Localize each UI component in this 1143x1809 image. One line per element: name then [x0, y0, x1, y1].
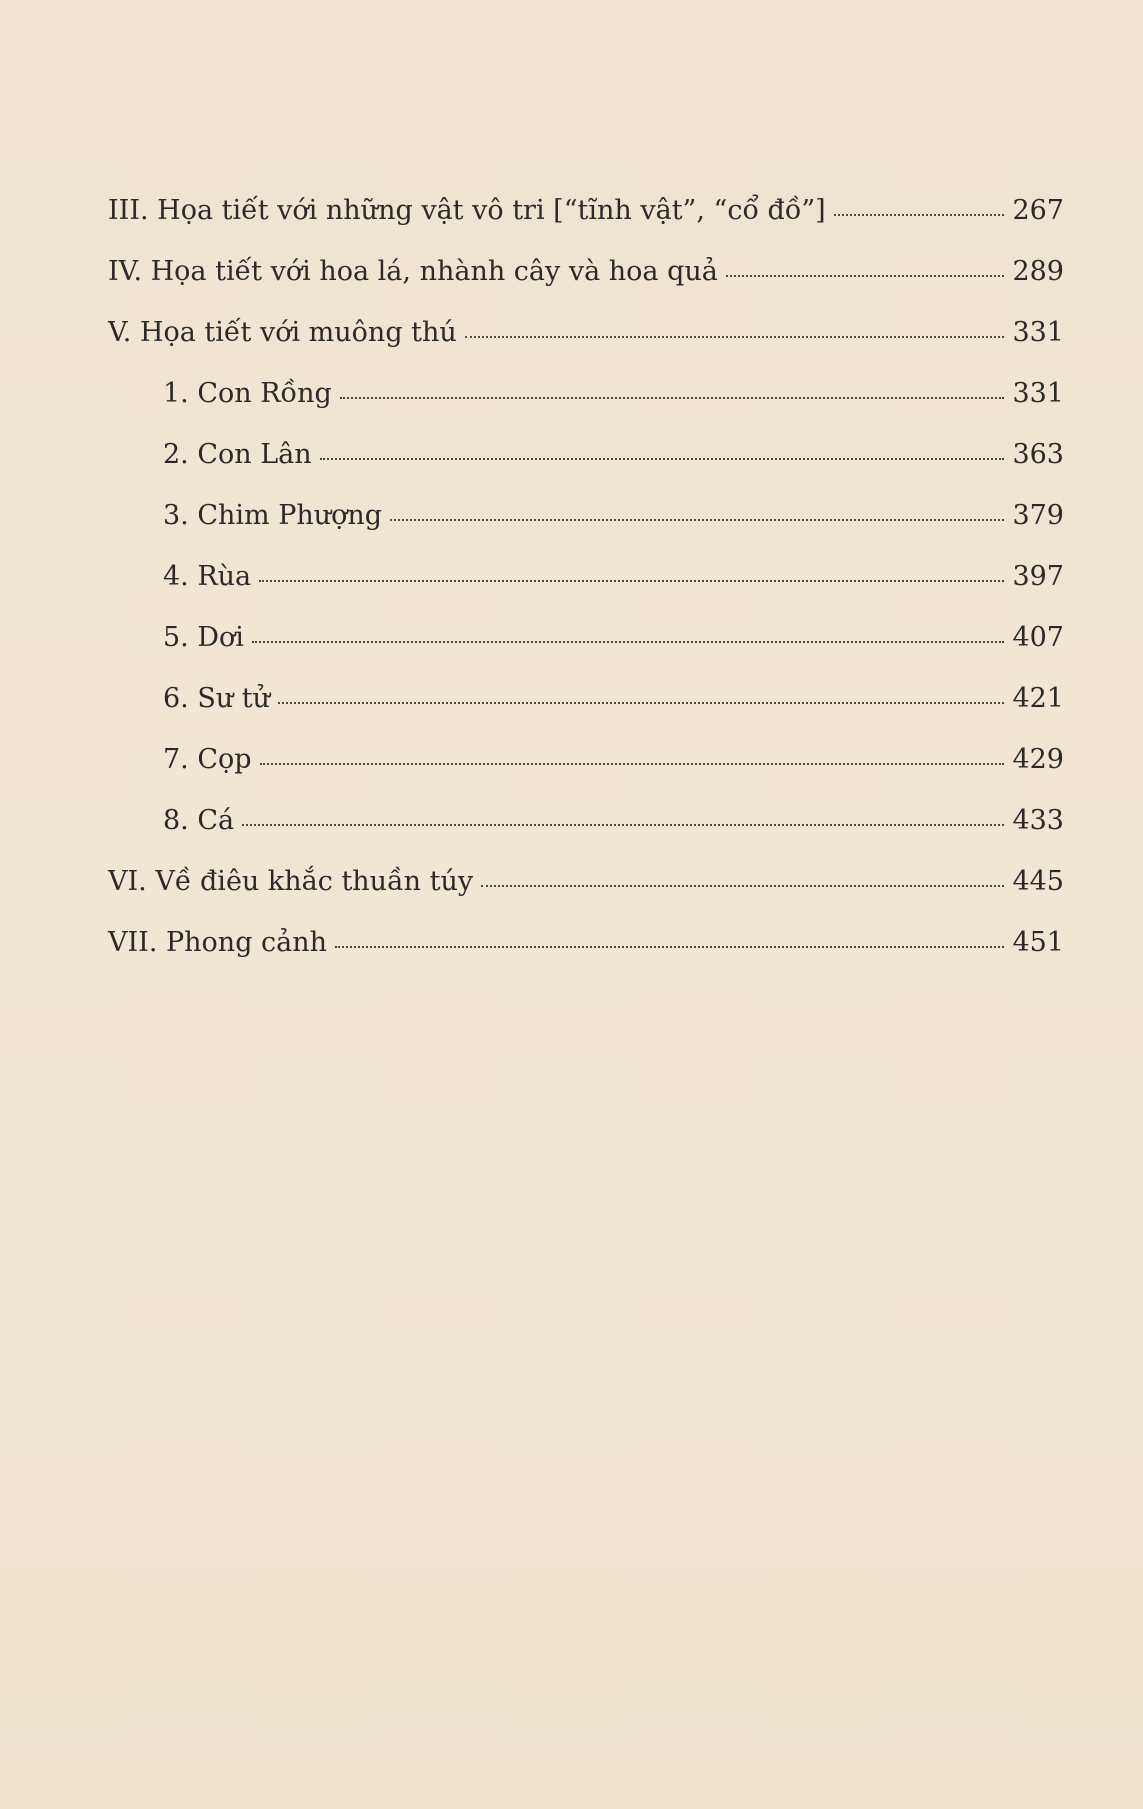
toc-entry-page-number: 363 — [1012, 439, 1064, 470]
toc-entry-subsection-2 — [108, 424, 1064, 485]
dot-leader — [465, 336, 1004, 338]
toc-entry-page-number: 331 — [1012, 378, 1064, 409]
toc-entry-page-number: 397 — [1012, 561, 1064, 592]
toc-entry-page-number: 445 — [1012, 866, 1064, 897]
toc-entry-section-3 — [108, 180, 1064, 241]
toc-entry-section-4 — [108, 241, 1064, 302]
dot-leader — [259, 580, 1004, 582]
toc-entry-title: IV. Họa tiết với hoa lá, nhành cây và hoa quả — [108, 256, 718, 287]
toc-entry-title: VII. Phong cảnh — [108, 927, 328, 958]
toc-entry-page-number: 379 — [1012, 500, 1064, 531]
dot-leader — [390, 519, 1004, 521]
toc-entry-title: 3. Chim Phượng — [163, 500, 383, 531]
table-of-contents — [108, 180, 1064, 973]
toc-entry-title: 4. Rùa — [163, 561, 252, 592]
toc-entry-section-6 — [108, 851, 1064, 912]
dot-leader — [260, 763, 1004, 765]
toc-entry-title: 5. Dơi — [163, 622, 244, 653]
toc-entry-title: III. Họa tiết với những vật vô tri [“tĩnh vật”, “cổ đồ”] — [108, 195, 826, 226]
toc-entry-subsection-3 — [108, 485, 1064, 546]
toc-entry-subsection-8 — [108, 790, 1064, 851]
toc-entry-title: 8. Cá — [163, 805, 235, 836]
toc-entry-page-number: 421 — [1012, 683, 1064, 714]
dot-leader — [252, 641, 1004, 643]
dot-leader — [320, 458, 1004, 460]
toc-entry-page-number: 451 — [1012, 927, 1064, 958]
toc-entry-title: 6. Sư tử — [163, 683, 271, 714]
toc-entry-subsection-6 — [108, 668, 1064, 729]
toc-entry-page-number: 429 — [1012, 744, 1064, 775]
toc-entry-title: V. Họa tiết với muông thú — [108, 317, 457, 348]
toc-entry-page-number: 407 — [1012, 622, 1064, 653]
toc-entry-subsection-1 — [108, 363, 1064, 424]
dot-leader — [726, 275, 1004, 277]
dot-leader — [335, 946, 1004, 948]
toc-entry-title: 7. Cọp — [163, 744, 252, 775]
toc-entry-section-7 — [108, 912, 1064, 973]
toc-entry-title: VI. Về điêu khắc thuần túy — [108, 866, 474, 897]
toc-entry-page-number: 433 — [1012, 805, 1064, 836]
dot-leader — [834, 214, 1004, 216]
dot-leader — [340, 397, 1004, 399]
toc-entry-subsection-4 — [108, 546, 1064, 607]
toc-entry-page-number: 289 — [1012, 256, 1064, 287]
dot-leader — [278, 702, 1004, 704]
toc-entry-section-5 — [108, 302, 1064, 363]
toc-entry-title: 2. Con Lân — [163, 439, 312, 470]
toc-entry-subsection-7 — [108, 729, 1064, 790]
toc-entry-page-number: 331 — [1012, 317, 1064, 348]
toc-entry-subsection-5 — [108, 607, 1064, 668]
dot-leader — [242, 824, 1004, 826]
toc-entry-title: 1. Con Rồng — [163, 378, 332, 409]
dot-leader — [481, 885, 1004, 887]
toc-entry-page-number: 267 — [1012, 195, 1064, 226]
